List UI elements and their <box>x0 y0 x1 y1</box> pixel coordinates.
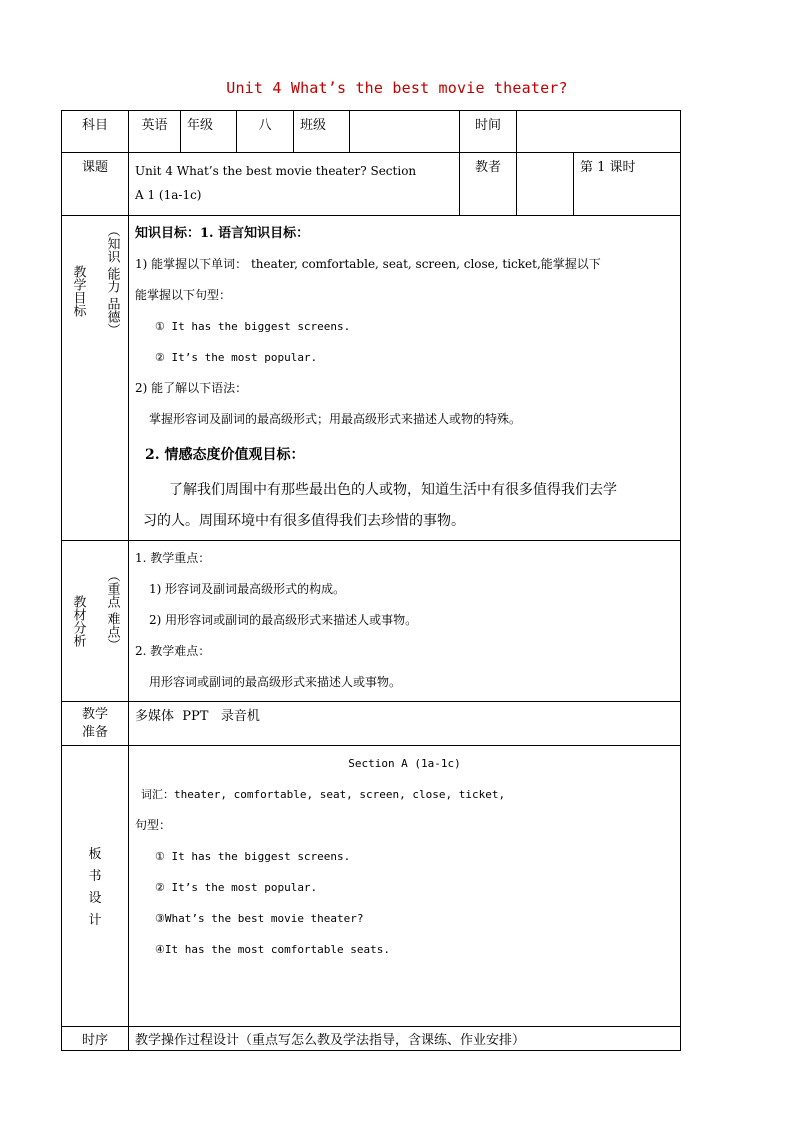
info-row <box>62 111 681 153</box>
board-sentence-1: ① It has the biggest screens. <box>155 850 351 863</box>
objectives-heading: 知识目标：1. 语言知识目标： <box>135 226 310 241</box>
analysis-row <box>62 541 681 702</box>
objectives-sentence-1: ① It has the biggest screens. <box>155 320 351 333</box>
grade-label-cell: 年级 <box>181 111 237 153</box>
class-label-cell: 班级 <box>294 111 350 153</box>
prep-row <box>62 702 681 746</box>
analysis-key-1: 1) 形容词及副词最高级形式的构成。 <box>149 582 346 596</box>
analysis-content-cell <box>129 541 681 702</box>
teacher-label-cell: 教者 <box>460 153 517 216</box>
objectives-label-cell: （知识 能力 品德） 教学目标 <box>62 216 129 541</box>
board-pattern-label: 句型： <box>135 818 172 832</box>
objectives-words: 1) 能掌握以下单词： theater, comfortable, seat, screen, close, ticket,能掌握以下 <box>135 257 601 271</box>
topic-label-cell: 课题 <box>62 153 129 216</box>
time-value-cell <box>517 111 681 153</box>
analysis-key-heading: 1. 教学重点： <box>135 551 211 565</box>
teacher-value-cell <box>517 153 574 216</box>
objectives-grammar-text: 掌握形容词及副词的最高级形式；用最高级形式来描述人或物的特殊。 <box>149 412 522 426</box>
document-title: Unit 4 What’s the best movie theater? <box>226 79 568 97</box>
board-section: Section A (1a-1c) <box>348 757 461 770</box>
objectives-emotion-line-1: 了解我们周围中有那些最出色的人或物，知道生活中有很多值得我们去学 <box>169 482 617 498</box>
objectives-emotion-line-2: 习的人。周围环境中有很多值得我们去珍惜的事物。 <box>143 513 465 529</box>
board-row <box>62 746 681 1027</box>
objectives-grammar-intro: 2) 能了解以下语法： <box>135 381 248 395</box>
time-label-cell: 时间 <box>460 111 517 153</box>
prep-label-cell: 教学准备 <box>62 702 129 746</box>
board-sentence-4: ④It has the most comfortable seats. <box>155 943 391 956</box>
subject-value-cell: 英语 <box>129 111 181 153</box>
board-vocab: 词汇：theater, comfortable, seat, screen, close, ticket, <box>141 788 506 801</box>
prep-content-cell: 多媒体 PPT 录音机 <box>129 702 681 746</box>
process-content-cell: 教学操作过程设计（重点写怎么教及学法指导，含课练、作业安排） <box>129 1027 681 1051</box>
analysis-difficult-heading: 2. 教学难点： <box>135 644 211 658</box>
period-cell: 第 1 课时 <box>574 153 681 216</box>
class-value-cell <box>350 111 460 153</box>
analysis-key-2: 2) 用形容词或副词的最高级形式来描述人或事物。 <box>149 613 418 627</box>
board-content-cell <box>129 746 681 1027</box>
grade-value-cell: 八 <box>237 111 294 153</box>
topic-value-cell: Unit 4 What’s the best movie theater? Section A 1 (1a-1c) <box>129 153 460 216</box>
board-sentence-3: ③What’s the best movie theater? <box>155 912 364 925</box>
subject-label-cell: 科目 <box>62 111 129 153</box>
process-label-cell: 时序 <box>62 1027 129 1051</box>
lesson-plan-table <box>61 110 681 1051</box>
process-row <box>62 1027 681 1051</box>
board-label-cell: 板书设计 <box>62 746 129 1027</box>
objectives-sentences-intro: 能掌握以下句型： <box>135 288 232 302</box>
objectives-sentence-2: ② It’s the most popular. <box>155 351 318 364</box>
analysis-difficult-1: 用形容词或副词的最高级形式来描述人或事物。 <box>149 675 402 689</box>
topic-row <box>62 153 681 216</box>
analysis-label-cell: （重点 难点） 教材分析 <box>62 541 129 702</box>
objectives-content-cell <box>129 216 681 541</box>
board-sentence-2: ② It’s the most popular. <box>155 881 318 894</box>
objectives-emotion-heading: 2. 情感态度价值观目标： <box>145 447 305 463</box>
objectives-row <box>62 216 681 541</box>
